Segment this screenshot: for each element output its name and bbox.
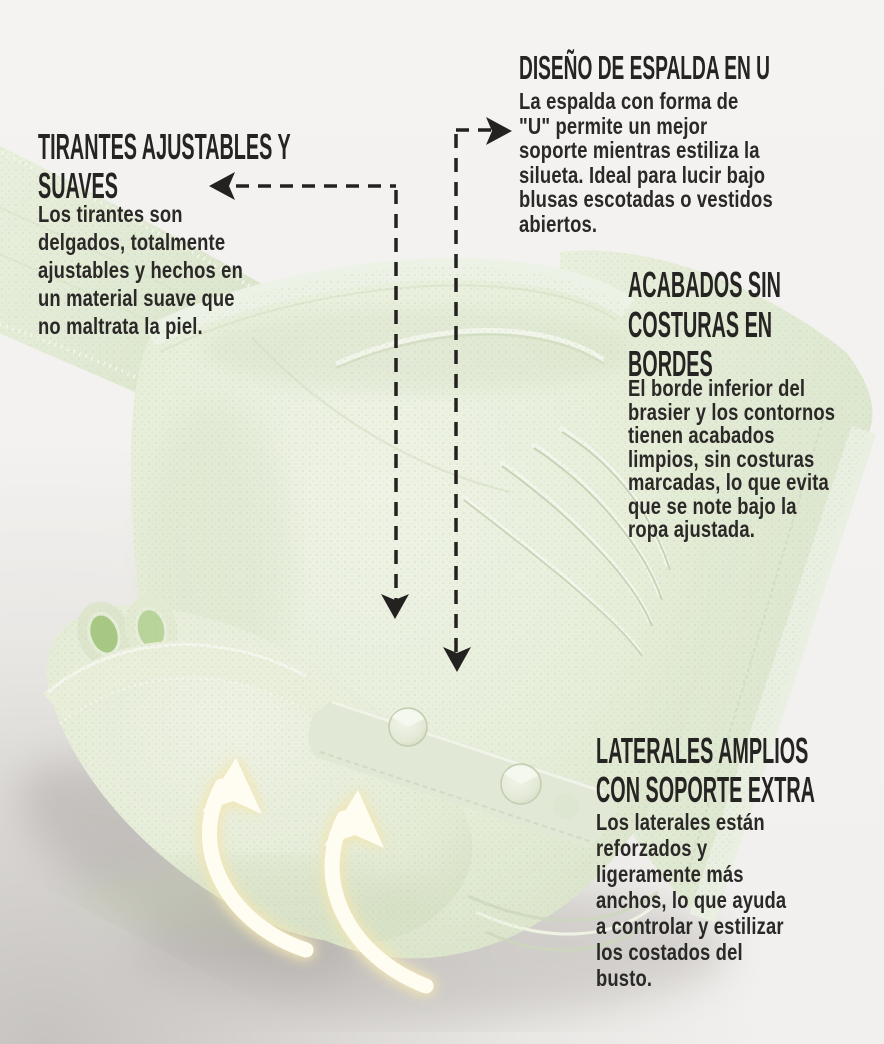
text-line: ajustables y hechos en [38,257,243,283]
text-line: brasier y los contornos [628,398,836,425]
text-line: ligeramente más [596,861,744,887]
text-line: marcadas, lo que evita [628,469,829,495]
text-line: soporte mientras estiliza la [519,137,760,163]
snap-button [501,764,541,804]
callout-heading-straps [38,127,291,205]
callout-body-sides [596,809,786,991]
text-line: a controlar y estilizar [596,913,784,939]
snap-button [553,793,579,819]
text-line: Los laterales están [596,809,765,835]
text-line: DISEÑO DE ESPALDA EN U [519,49,770,86]
text-line: que se note bajo la [628,492,797,519]
text-line: reforzados y [596,835,708,861]
text-line: limpios, sin costuras [628,445,815,472]
text-line: abiertos. [519,210,598,237]
text-line: ropa ajustada. [628,516,755,542]
snap-button [389,708,427,746]
text-line: delgados, totalmente [38,229,226,255]
text-line: busto. [596,965,653,991]
text-line: los costados del [596,939,743,965]
text-line: Los tirantes son [38,201,183,227]
text-line: no maltrata la piel. [38,313,203,339]
callout-heading-seams [628,265,781,384]
text-line: CON SOPORTE EXTRA [596,769,815,810]
text-line: COSTURAS EN [628,303,773,345]
text-line: La espalda con forma de [519,88,739,114]
text-line: blusas escotadas o vestidos [519,186,773,212]
callout-heading-sides [596,731,815,809]
text-line: TIRANTES AJUSTABLES Y [38,126,291,167]
text-line: ACABADOS SIN [628,264,781,305]
text-line: SUAVES [38,165,118,206]
callout-body-seams [628,377,835,542]
text-line: anchos, lo que ayuda [596,887,787,913]
text-line: El borde inferior del [628,375,806,401]
text-line: un material suave que [38,285,235,311]
text-line: tienen acabados [628,422,775,448]
callout-body-straps [38,200,243,340]
callout-heading-back-u [519,50,770,86]
text-line: BORDES [628,343,713,384]
text-line: "U" permite un mejor [519,112,708,139]
text-line: silueta. Ideal para lucir bajo [519,161,766,188]
callout-body-back-u [519,89,773,236]
text-line: LATERALES AMPLIOS [596,730,809,771]
